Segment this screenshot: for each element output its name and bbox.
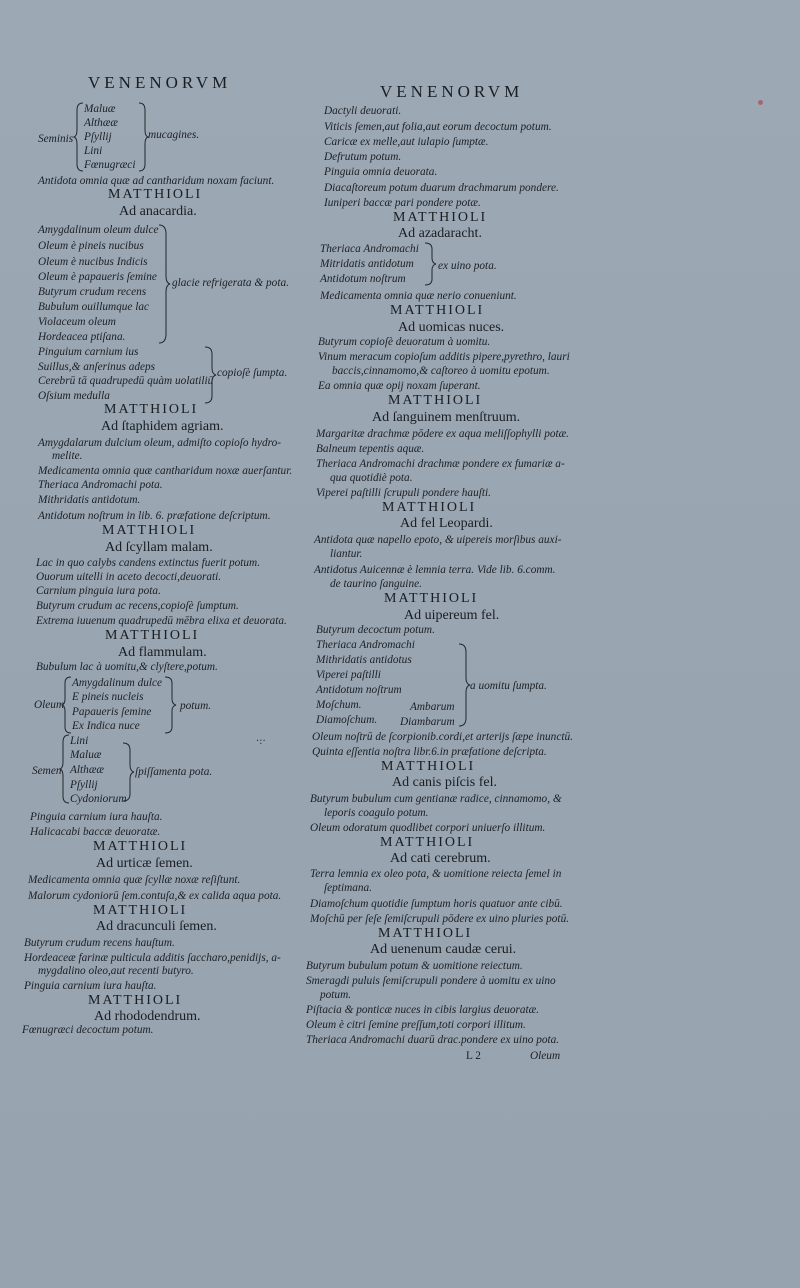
oleum-item: Papaueris ſemine <box>72 706 152 718</box>
section-heading: MATTHIOLI <box>384 591 479 606</box>
oleum-result: potum. <box>180 700 212 712</box>
oleum-item: Amygdalinum dulce <box>72 677 163 689</box>
ink-spot <box>758 100 763 105</box>
seminis-result: mucagines. <box>148 129 200 141</box>
section-heading: MATTHIOLI <box>105 628 200 643</box>
semen-item: Lini <box>70 735 89 747</box>
list-item: Mitridatis antidotum <box>320 258 414 270</box>
list-result: a uomitu ſumpta. <box>470 680 547 692</box>
text-line: Antidota quæ napello epoto, & uipereis morſibus auxi- <box>314 534 562 546</box>
text-line: Butyrum bubulum potum & uomitione reiectum. <box>306 960 523 972</box>
text-line: Butyrum crudum recens hauſtum. <box>24 937 175 949</box>
brace-right <box>122 742 134 802</box>
text-line: Balneum tepentis aquæ. <box>316 443 425 455</box>
list-item: Amygdalinum oleum dulce <box>38 224 159 236</box>
section-subheading: Ad rhododendrum. <box>94 1009 201 1024</box>
section-heading: MATTHIOLI <box>93 839 188 854</box>
list-result: ex uino pota. <box>438 260 497 272</box>
section-heading: MATTHIOLI <box>93 903 188 918</box>
section-subheading: Ad dracunculi ſemen. <box>96 919 217 934</box>
section-subheading: Ad canis piſcis fel. <box>392 775 497 790</box>
list-item: Oleum è pineis nucibus <box>38 240 144 252</box>
text-line: Amygdalarum dulcium oleum, admiſto copioſo hydro- <box>38 437 282 449</box>
text-line: qua quotidiè pota. <box>330 472 413 484</box>
seminis-label: Seminis <box>38 133 74 145</box>
section-subheading: Ad flammulam. <box>118 645 207 660</box>
list-item: Theriaca Andromachi <box>320 243 419 255</box>
section-subheading: Ad ſanguinem menſtruum. <box>372 410 521 425</box>
list-item: Ambarum <box>410 701 455 713</box>
text-line: de taurino ſanguine. <box>330 578 422 590</box>
section-heading: MATTHIOLI <box>382 500 477 515</box>
text-line: Quinta eſſentia noſtra libr.6.in præfatione deſcripta. <box>312 746 547 758</box>
section-subheading: Ad uomicas nuces. <box>398 320 505 335</box>
list-result: glacie refrigerata & pota. <box>172 277 289 289</box>
section-heading: MATTHIOLI <box>102 523 197 538</box>
section-heading: MATTHIOLI <box>393 210 488 225</box>
text-line: Dactyli deuorati. <box>324 105 402 117</box>
text-line: Butyrum copioſè deuoratum à uomitu. <box>318 336 491 348</box>
oleum-item: Ex Indica nuce <box>72 720 140 732</box>
list-item: Theriaca Andromachi <box>316 639 415 651</box>
section-subheading: Ad urticæ ſemen. <box>96 856 193 871</box>
section-heading: MATTHIOLI <box>390 303 485 318</box>
semen-item: Maluæ <box>70 749 102 761</box>
seminis-item: Fœnugræci <box>84 159 136 171</box>
section-heading: MATTHIOLI <box>381 759 476 774</box>
list-item: Cerebrū tā quadrupedū quàm uolatiliū <box>38 375 214 387</box>
text-line: Lac in quo calybs candens extinctus fuerit potum. <box>36 557 261 569</box>
oleum-item: E pineis nucleis <box>72 691 144 703</box>
list-item: Violaceum oleum <box>38 316 116 328</box>
list-item: Moſchum. <box>316 699 362 711</box>
text-line: Bubulum lac à uomitu,& clyſtere,potum. <box>36 661 218 673</box>
text-line: Medicamenta omnia quæ ſcyllæ noxæ reſiſtunt. <box>28 874 241 886</box>
text-line: Pinguia omnia deuorata. <box>324 166 438 178</box>
semen-item: Pſyllij <box>70 779 98 791</box>
text-line: Terra lemnia ex oleo pota, & uomitione reiecta ſemel in <box>310 868 562 880</box>
text-line: Oleum è citri ſemine preſſum,toti corpori illitum. <box>306 1019 526 1031</box>
section-subheading: Ad ſtaphidem agriam. <box>101 419 224 434</box>
text-line: Piſtacia & ponticæ nuces in cibis largius deuoratæ. <box>306 1004 540 1016</box>
text-line: ſeptimana. <box>324 882 373 894</box>
text-line: baccis,cinnamomo,& caſtoreo à uomitu epotum. <box>332 365 550 377</box>
text-line: Antidotum noſtrum in lib. 6. præfatione deſcriptum. <box>38 510 271 522</box>
text-line: Oleum odoratum quodlibet corpori uniuerſo illitum. <box>310 822 546 834</box>
text-line: Theriaca Andromachi drachmæ pondere ex fumariæ a- <box>316 458 565 470</box>
text-line: Carnium pinguia iura pota. <box>36 585 161 597</box>
text-line: Mithridatis antidotum. <box>38 494 141 506</box>
text-line: Hordeaceæ farinæ pulticula additis ſaccharo,penidijs, a- <box>24 952 281 964</box>
text-line: Butyrum decoctum potum. <box>316 624 435 636</box>
text-line: Pinguia carnium iura hauſta. <box>24 980 157 992</box>
text-line: potum. <box>320 989 352 1001</box>
list-item: Antidotum noſtrum <box>320 273 406 285</box>
text-line: liantur. <box>330 548 363 560</box>
text-line: Viticis ſemen,aut folia,aut eorum decoctum potum. <box>324 121 552 133</box>
text-line: Viperei paſtilli ſcrupuli pondere hauſti. <box>316 487 491 499</box>
text-line: Butyrum bubulum cum gentianæ radice, cinnamomo, & <box>310 793 562 805</box>
brace-right <box>204 346 216 404</box>
section-heading: MATTHIOLI <box>108 187 203 202</box>
section-heading: MATTHIOLI <box>380 835 475 850</box>
semen-item: Althææ <box>70 764 104 776</box>
section-subheading: Ad cati cerebrum. <box>390 851 491 866</box>
brace-left <box>74 102 84 172</box>
list-result: copioſè ſumpta. <box>217 367 288 379</box>
list-item: Suillus,& anſerinus adeps <box>38 361 156 373</box>
text-line: Medicamenta omnia quæ cantharidum noxæ auerſantur. <box>38 465 293 477</box>
text-line: Extrema iuuenum quadrupedū mēbra elixa et deuorata. <box>36 615 287 627</box>
section-heading: MATTHIOLI <box>104 402 199 417</box>
text-line: Moſchū per ſeſe ſemiſcrupuli pōdere ex uino pluries potū. <box>310 913 570 925</box>
text-line: Malorum cydoniorū ſem.contuſa,& ex calida aqua pota. <box>28 890 282 902</box>
text-line: Caricæ ex melle,aut iulapio ſumptæ. <box>324 136 489 148</box>
brace-right <box>458 643 470 727</box>
list-item: Hordeacea ptiſana. <box>38 331 126 343</box>
brace-right <box>164 676 176 734</box>
oleum-label: Oleum <box>34 699 65 711</box>
text-line: Theriaca Andromachi pota. <box>38 479 163 491</box>
section-heading: MATTHIOLI <box>88 993 183 1008</box>
text-line: Theriaca Andromachi duarū drac.pondere ex uino pota. <box>306 1034 560 1046</box>
text-line: leporis coagulo potum. <box>324 807 429 819</box>
text-line: melite. <box>52 450 83 462</box>
brace-right <box>138 102 148 172</box>
text-line: Iuniperi baccæ pari pondere potæ. <box>324 197 481 209</box>
text-line: Butyrum crudum ac recens,copioſè ſumptum. <box>36 600 239 612</box>
list-item: Diamoſchum. <box>316 714 378 726</box>
brace-right <box>424 242 436 286</box>
running-head-right: VENENORVM <box>380 82 524 101</box>
text-line: Margaritæ drachmæ pōdere ex aqua meliſſophylli potæ. <box>316 428 570 440</box>
list-item: Viperei paſtilli <box>316 669 381 681</box>
seminis-item: Maluæ <box>84 103 116 115</box>
seminis-item: Lini <box>84 145 103 157</box>
brace-right <box>158 224 170 344</box>
dots-ornament: ·:· <box>256 736 266 747</box>
semen-result: ſpiſſamenta pota. <box>135 766 213 778</box>
seminis-item: Althææ <box>84 117 118 129</box>
text-line: Vinum meracum copioſum additis pipere,pyrethro, lauri <box>318 351 570 363</box>
semen-item: Cydoniorum <box>70 793 127 805</box>
seminis-item: Pſyllij <box>84 131 112 143</box>
text-line: Ouorum uitelli in aceto decocti,deuorati. <box>36 571 222 583</box>
text-line: Antidotus Auicennæ è lemnia terra. Vide lib. 6.comm. <box>314 564 556 576</box>
brace-left <box>60 734 70 804</box>
section-subheading: Ad uipereum fel. <box>404 608 500 623</box>
text-line: Medicamenta omnia quæ nerio conueniunt. <box>320 290 517 302</box>
list-item: Butyrum crudum recens <box>38 286 147 298</box>
section-subheading: Ad ſcyllam malam. <box>105 540 213 555</box>
list-item: Oleum è nucibus Indicis <box>38 256 148 268</box>
text-line: Halicacabi baccæ deuoratæ. <box>30 826 161 838</box>
running-head-left: VENENORVM <box>88 73 232 92</box>
section-heading: MATTHIOLI <box>388 393 483 408</box>
section-subheading: Ad azadaracht. <box>398 226 482 241</box>
text-line: Ea omnia quæ opij noxam ſuperant. <box>318 380 481 392</box>
section-heading: MATTHIOLI <box>378 926 473 941</box>
text-line: Defrutum potum. <box>324 151 402 163</box>
text-line: Oleum noſtrū de ſcorpionib.cordi,et arterijs ſæpe inunctū. <box>312 731 573 743</box>
text-line: Pinguia carnium iura hauſta. <box>30 811 163 823</box>
text-line: Diamoſchum quotidie ſumptum horis quatuor ante cibū. <box>310 898 563 910</box>
semen-label: Semen <box>32 765 62 777</box>
list-item: Oleum è papaueris ſemine <box>38 271 157 283</box>
signature-mark: L 2 <box>466 1050 481 1062</box>
list-item: Antidotum noſtrum <box>316 684 402 696</box>
text-line: Diacaſtoreum potum duarum drachmarum pondere. <box>324 182 559 194</box>
list-item: Diambarum <box>400 716 455 728</box>
catchword: Oleum <box>530 1050 561 1062</box>
text-line: Fœnugræci decoctum potum. <box>22 1024 154 1036</box>
text-line: Smeragdi puluis ſemiſcrupuli pondere à uomitu ex uino <box>306 975 556 987</box>
list-item: Bubulum ouillumque lac <box>38 301 150 313</box>
text-line: Antidota omnia quæ ad cantharidum noxam faciunt. <box>38 175 275 187</box>
section-subheading: Ad fel Leopardi. <box>400 516 493 531</box>
brace-left <box>62 676 72 734</box>
section-subheading: Ad uenenum caudæ cerui. <box>370 942 517 957</box>
list-item: Oſsium medulla <box>38 390 110 402</box>
list-item: Mithridatis antidotus <box>316 654 412 666</box>
list-item: Pinguium carnium ius <box>38 346 139 358</box>
text-line: mygdalino oleo,aut recenti butyro. <box>38 965 194 977</box>
section-subheading: Ad anacardia. <box>119 204 197 219</box>
